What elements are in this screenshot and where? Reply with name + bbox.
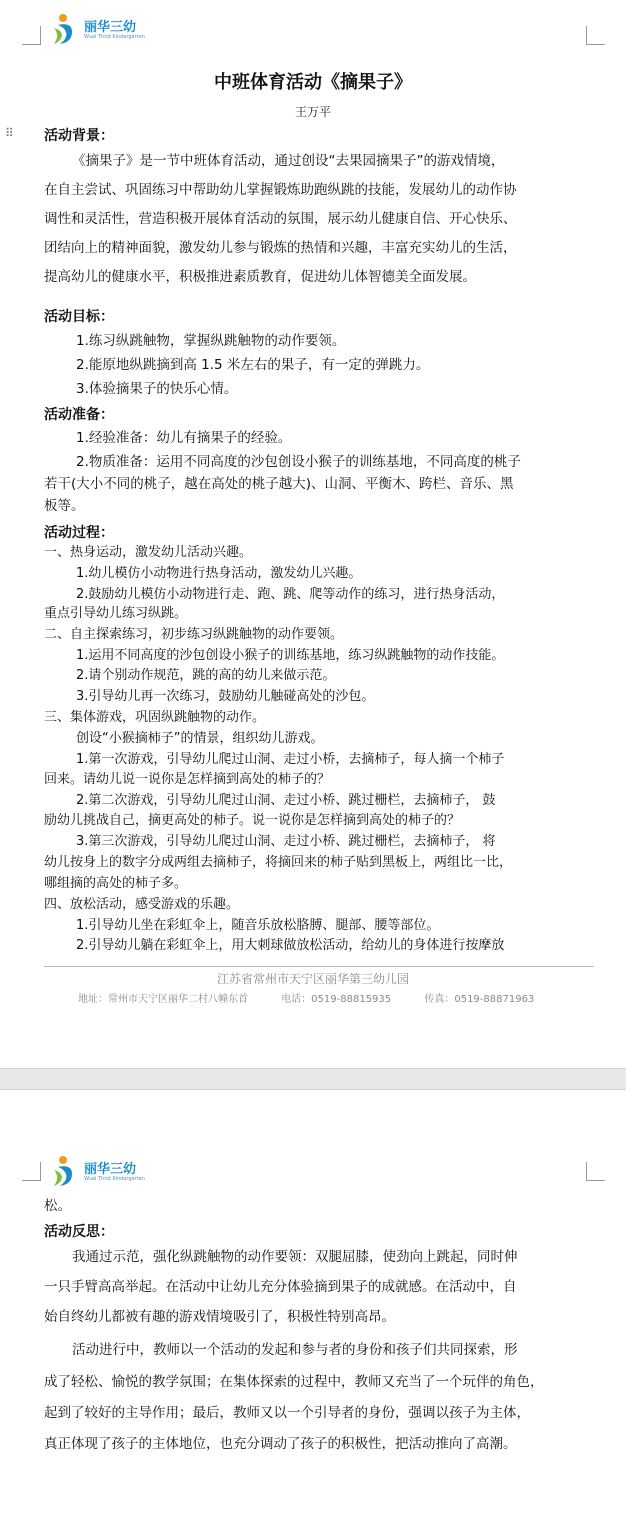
footer-phone: 电话：0519-88815935 <box>281 994 392 1005</box>
process-step: 3.第三次游戏，引导幼儿爬过山洞、走过小桥、跳过栅栏，去摘柿子， 将 <box>76 834 496 849</box>
document-title: 中班体育活动《摘果子》 <box>214 72 412 93</box>
process-step: 四、放松活动，感受游戏的乐趣。 <box>44 897 240 912</box>
process-step: 1.运用不同高度的沙包创设小猴子的训练基地，练习纵跳触物的动作技能。 <box>76 648 505 663</box>
paragraph-line: 始自终幼儿都被有趣的游戏情境吸引了，积极性特别高昂。 <box>44 1309 395 1325</box>
footer-school-name: 江苏省常州市天宁区丽华第三幼儿园 <box>216 972 409 986</box>
paragraph-line: 调性和灵活性，营造积极开展体育活动的氛围，展示幼儿健康自信、开心快乐、 <box>44 211 517 227</box>
paragraph-line: 成了轻松、愉悦的教学氛围；在集体探索的过程中，教师又充当了一个玩伴的角色， <box>44 1374 544 1390</box>
process-step: 回来。请幼儿说一说你是怎样摘到高处的柿子的？ <box>44 772 331 787</box>
list-item: 2.物质准备：运用不同高度的沙包创设小猴子的训练基地，不同高度的桃子 <box>76 454 521 470</box>
section-heading-goals: 活动目标： <box>44 309 114 325</box>
paragraph-line: 起到了较好的主导作用；最后，教师又以一个引导者的身份，强调以孩子为主体， <box>44 1405 530 1421</box>
author-name: 王万平 <box>294 105 331 119</box>
page-separator <box>0 1068 626 1090</box>
process-step: 哪组摘的高处的柿子多。 <box>44 876 188 891</box>
list-item: 1.练习纵跳触物，掌握纵跳触物的动作要领。 <box>76 333 346 349</box>
process-step: 幼儿按身上的数字分成两组去摘柿子，将摘回来的柿子贴到黑板上，两组比一比， <box>44 855 513 870</box>
drag-handle-icon[interactable]: ⠿ <box>5 126 14 140</box>
school-logo <box>50 1154 150 1190</box>
process-step: 2.请个别动作规范，跳的高的幼儿来做示范。 <box>76 668 336 683</box>
section-heading-preparation: 活动准备： <box>44 407 114 423</box>
process-step: 2.鼓励幼儿模仿小动物进行走、跑、跳、爬等动作的练习，进行热身活动， <box>76 587 505 602</box>
section-heading-reflection: 活动反思： <box>44 1224 114 1240</box>
paragraph-line: 一只手臂高高举起。在活动中让幼儿充分体验摘到果子的成就感。在活动中，自 <box>44 1279 517 1295</box>
logo-name: 丽华三幼 <box>84 20 137 35</box>
paragraph-line: 真正体现了孩子的主体地位，也充分调动了孩子的积极性，把活动推向了高潮。 <box>44 1436 517 1452</box>
list-item: 板等。 <box>44 498 85 514</box>
paragraph-line: 我通过示范，强化纵跳触物的动作要领：双腿屈膝，使劲向上跳起，同时伸 <box>72 1249 518 1265</box>
process-step: 3.引导幼儿再一次练习，鼓励幼儿触碰高处的沙包。 <box>76 689 375 704</box>
section-heading-background: 活动背景： <box>44 128 114 144</box>
page-corner-mark <box>586 1162 605 1181</box>
paragraph-line: 松。 <box>44 1198 71 1214</box>
process-step: 1.第一次游戏，引导幼儿爬过山洞、走过小桥，去摘柿子，每人摘一个柿子 <box>76 752 505 767</box>
process-step: 1.幼儿模仿小动物进行热身活动，激发幼儿兴趣。 <box>76 566 362 581</box>
process-step: 创设“小猴摘柿子”的情景，组织幼儿游戏。 <box>76 731 324 746</box>
footer-divider <box>44 966 594 967</box>
paragraph-line: 《摘果子》是一节中班体育活动，通过创设“去果园摘果子”的游戏情境， <box>72 153 505 169</box>
process-step: 2.第二次游戏，引导幼儿爬过山洞、走过小桥、跳过栅栏，去摘柿子， 鼓 <box>76 793 496 808</box>
process-step: 一、热身运动，激发幼儿活动兴趣。 <box>44 545 253 560</box>
page-corner-mark <box>22 26 41 45</box>
footer-address: 地址：常州市天宁区丽华二村八幢东首 <box>78 994 248 1005</box>
logo-subtitle: Wuai Third Kindergarten <box>84 1176 145 1182</box>
school-logo <box>50 12 150 48</box>
kindergarten-logo-icon <box>50 12 82 48</box>
process-step: 重点引导幼儿练习纵跳。 <box>44 606 188 621</box>
list-item: 若干(大小不同的桃子，越在高处的桃子越大)、山洞、平衡木、跨栏、音乐、黑 <box>44 476 514 492</box>
list-item: 1.经验准备：幼儿有摘果子的经验。 <box>76 430 292 446</box>
list-item: 3.体验摘果子的快乐心情。 <box>76 381 238 397</box>
paragraph-line: 提高幼儿的健康水平，积极推进素质教育，促进幼儿体智德美全面发展。 <box>44 269 476 285</box>
logo-name: 丽华三幼 <box>84 1162 137 1177</box>
page-corner-mark <box>586 26 605 45</box>
list-item: 2.能原地纵跳摘到高 1.5 米左右的果子，有一定的弹跳力。 <box>76 357 430 373</box>
section-heading-process: 活动过程： <box>44 525 114 541</box>
footer-contact <box>78 990 564 1005</box>
paragraph-line: 在自主尝试、巩固练习中帮助幼儿掌握锻炼助跑纵跳的技能，发展幼儿的动作协 <box>44 182 517 198</box>
process-step: 2.引导幼儿躺在彩虹伞上，用大刺球做放松活动，给幼儿的身体进行按摩放 <box>76 938 505 953</box>
footer-fax: 传真：0519-88871963 <box>424 994 535 1005</box>
paragraph-line: 活动进行中，教师以一个活动的发起和参与者的身份和孩子们共同探索，形 <box>72 1342 518 1358</box>
paragraph-line: 团结向上的精神面貌，激发幼儿参与锻炼的热情和兴趣，丰富充实幼儿的生活， <box>44 240 517 256</box>
process-step: 二、自主探索练习，初步练习纵跳触物的动作要领。 <box>44 627 344 642</box>
page-corner-mark <box>22 1162 41 1181</box>
logo-subtitle: Wuai Third Kindergarten <box>84 34 145 40</box>
process-step: 励幼儿挑战自己，摘更高处的柿子。说一说你是怎样摘到高处的柿子的？ <box>44 813 461 828</box>
process-step: 1.引导幼儿坐在彩虹伞上，随音乐放松胳膊、腿部、腰等部位。 <box>76 918 440 933</box>
document-page-2 <box>0 1090 626 1535</box>
kindergarten-logo-icon <box>50 1154 82 1190</box>
process-step: 三、集体游戏，巩固纵跳触物的动作。 <box>44 710 266 725</box>
